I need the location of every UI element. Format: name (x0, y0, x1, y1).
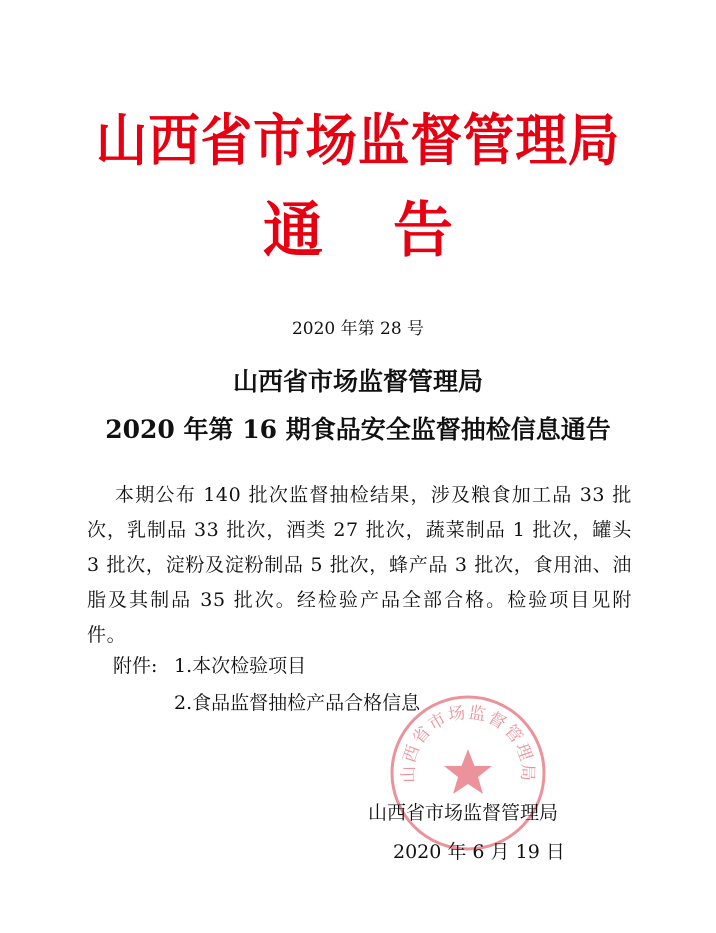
title-line-2: 2020 年第 16 期食品安全监督抽检信息通告 (105, 415, 611, 444)
star-icon (444, 749, 492, 794)
header-doc-type (0, 196, 716, 266)
attachment-item-1: 1.本次检验项目 (174, 655, 307, 677)
signature-date: 2020 年 6 月 19 日 (393, 841, 565, 863)
signature-organization: 山西省市场监督管理局 (368, 802, 559, 824)
body-paragraph: 本期公布 140 批次监督抽检结果，涉及粮食加工品 33 批次，乳制品 33 批次，酒类 27 批次，蔬菜制品 1 批次，罐头 3 批次，淀粉及淀粉制品 5 批次，蜂产品 3 批次，食用油、油脂及其制品 35 批次。经检验产品全部合格。检验项目见附件。 (87, 484, 632, 646)
attachment-item-2: 2.食品监督抽检产品合格信息 (174, 692, 421, 714)
header-organization: 山西省市场监督管理局 (95, 108, 621, 174)
seal-arc-text: 山西省市场监督管理局 (398, 702, 538, 784)
header-doc-type-char-2: 告 (393, 196, 453, 266)
attachments-label: 附件: (113, 655, 158, 677)
issue-number: 2020 年第 28 号 (291, 319, 425, 339)
title-line-1: 山西省市场监督管理局 (232, 367, 483, 396)
official-seal-stamp (388, 693, 548, 853)
header-doc-type-char-1: 通 (263, 196, 323, 266)
